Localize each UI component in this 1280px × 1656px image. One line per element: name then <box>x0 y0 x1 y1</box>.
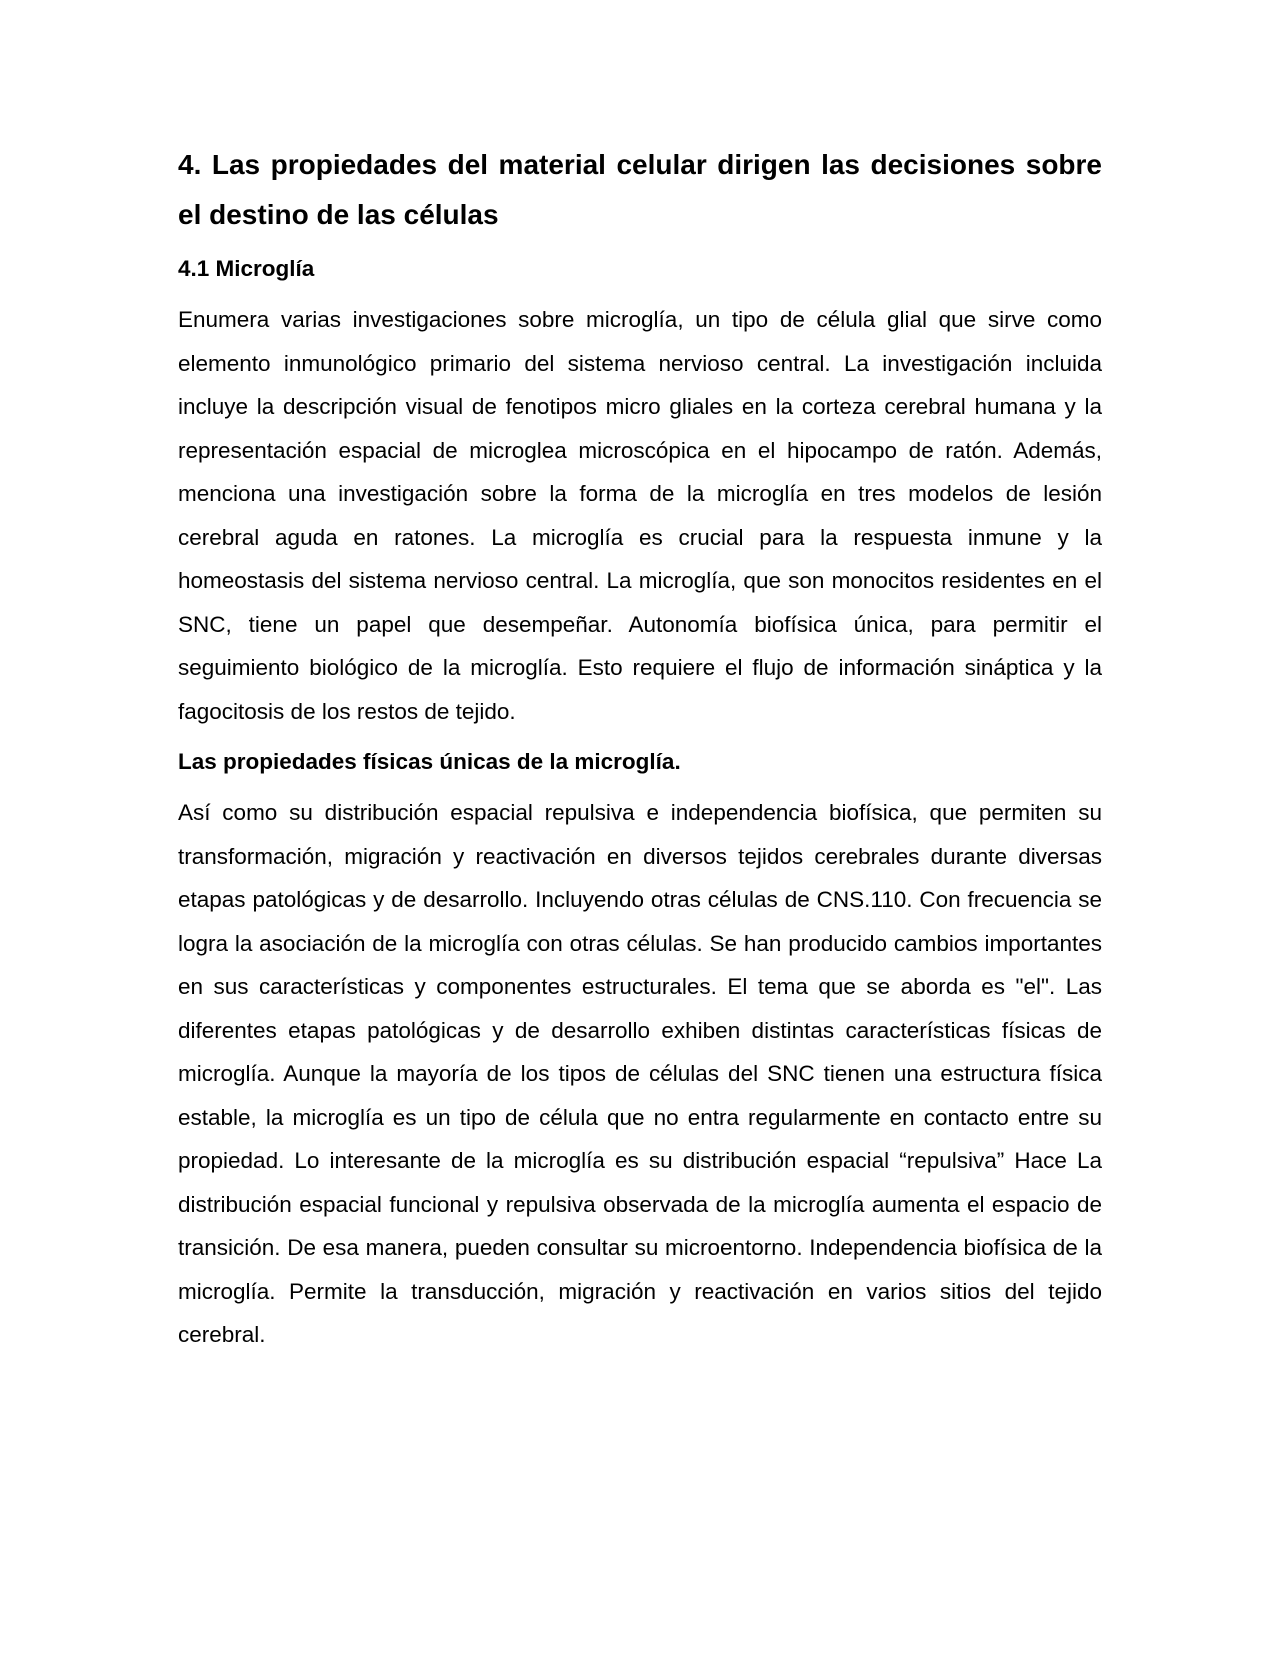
chapter-heading: 4. Las propiedades del material celular dirigen las decisiones sobre el destino de las células <box>178 149 1102 230</box>
document-page <box>178 140 1102 1357</box>
paragraph-intro: Enumera varias investigaciones sobre microglía, un tipo de célula glial que sirve como elemento inmunológico primario del sistema nervioso central. La investigación incluida incluye la descripción visual de fenotipos micro gliales en la corteza cerebral humana y la representación espacial de microglea microscópica en el hipocampo de ratón. Además, menciona una investigación sobre la forma de la microglía en tres modelos de lesión cerebral aguda en ratones. La microglía es crucial para la respuesta inmune y la homeostasis del sistema nervioso central. La microglía, que son monocitos residentes en el SNC, tiene un papel que desempeñar. Autonomía biofísica única, para permitir el seguimiento biológico de la microglía. Esto requiere el flujo de información sináptica y la fagocitosis de los restos de tejido. <box>178 307 1102 724</box>
section-subheading: 4.1 Microglía <box>178 256 315 281</box>
paragraph-properties: Así como su distribución espacial repulsiva e independencia biofísica, que permiten su transformación, migración y reactivación en diversos tejidos cerebrales durante diversas etapas patológicas y de desarrollo. Incluyendo otras células de CNS.110. Con frecuencia se logra la asociación de la microglía con otras células. Se han producido cambios importantes en sus características y componentes estructurales. El tema que se aborda es "el". Las diferentes etapas patológicas y de desarrollo exhiben distintas características físicas de microglía. Aunque la mayoría de los tipos de células del SNC tienen una estructura física estable, la microglía es un tipo de célula que no entra regularmente en contacto entre su propiedad. Lo interesante de la microglía es su distribución espacial “repulsiva” Hace La distribución espacial funcional y repulsiva observada de la microglía aumenta el espacio de transición. De esa manera, pueden consultar su microentorno. Independencia biofísica de la microglía. Permite la transducción, migración y reactivación en varios sitios del tejido cerebral. <box>178 800 1102 1347</box>
section-title: Las propiedades físicas únicas de la microglía. <box>178 749 681 774</box>
